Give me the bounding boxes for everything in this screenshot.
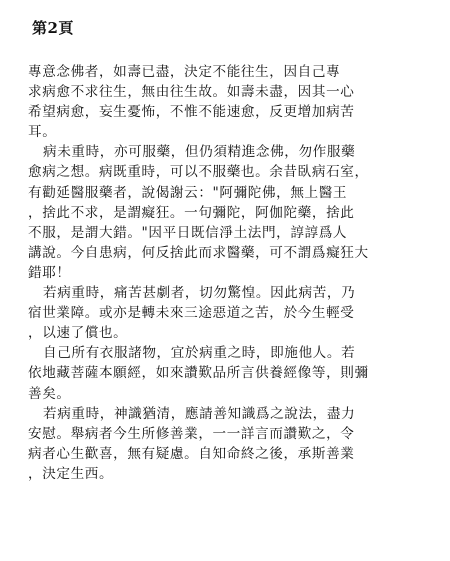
text-line: 若病重時，神識猶清，應請善知識爲之說法，盡力 (43, 405, 356, 422)
text-line: 若病重時，痛苦甚劇者，切勿驚惶。因此病苦，乃 (43, 285, 356, 302)
text-line: 宿世業障。或亦是轉未來三途惡道之苦，於今生輕受 (28, 305, 355, 322)
text-line: 善矣。 (28, 385, 71, 402)
text-line: 安慰。舉病者今生所修善業，一一詳言而讚歎之，令 (28, 425, 355, 442)
text-line: 有勸延醫服藥者，說偈謝云："阿彌陀佛，無上醫王 (28, 184, 348, 201)
text-line: 求病愈不求往生，無由往生故。如壽未盡，因其一心 (28, 84, 355, 101)
text-line: 耳。 (28, 124, 57, 141)
text-line: 病未重時，亦可服藥，但仍須精進念佛，勿作服藥 (43, 144, 356, 161)
text-line: 病者心生歡喜，無有疑慮。自知命終之後，承斯善業 (28, 445, 355, 462)
text-line: 講說。今自患病，何反捨此而求醫藥，可不謂爲癡狂大 (28, 244, 369, 261)
text-line: 依地藏菩薩本願經，如來讚歎品所言供養經像等，則彌 (28, 365, 369, 382)
text-line: 錯耶！ (28, 264, 71, 281)
text-line: 不服，是謂大錯。"因平日既信淨土法門，諄諄爲人 (28, 224, 348, 241)
text-line: ，捨此不求，是謂癡狂。一句彌陀，阿伽陀藥，捨此 (28, 204, 355, 221)
page-number-label: 第2頁 (32, 19, 74, 37)
text-line: ，以速了償也。 (28, 325, 128, 342)
text-line: 希望病愈，妄生憂怖，不惟不能速愈，反更增加病苦 (28, 104, 355, 121)
text-line: 愈病之想。病既重時，可以不服藥也。余昔臥病石室， (28, 164, 369, 181)
text-line: 專意念佛者，如壽已盡，決定不能往生，因自己專 (28, 64, 341, 80)
document-body (28, 62, 424, 484)
text-line: 自己所有衣服諸物，宜於病重之時，即施他人。若 (43, 345, 356, 362)
text-line: ，決定生西。 (28, 465, 114, 482)
